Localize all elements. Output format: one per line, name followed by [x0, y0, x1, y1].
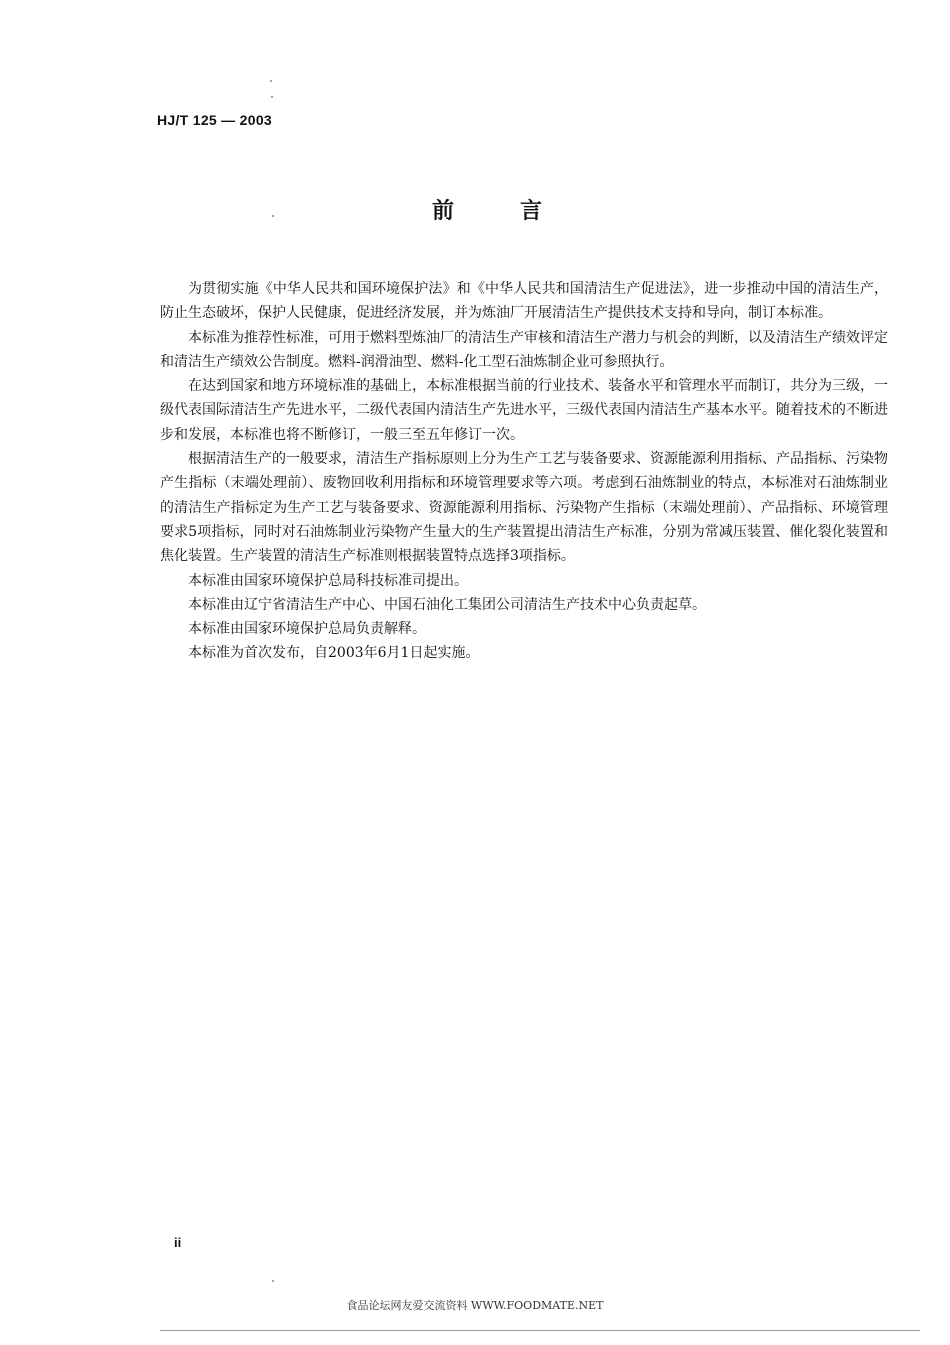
paragraph: 本标准由国家环境保护总局负责解释。	[188, 621, 426, 638]
paragraph: 本标准由国家环境保护总局科技标准司提出。	[188, 572, 468, 589]
paragraph: 在达到国家和地方环境标准的基础上，本标准根据当前的行业技术、装备水平和管理水平而制订，共分为三级，一级代表国际清洁生产先进水平，二级代表国内清洁生产先进水平，三级代表国内清洁生产基本水平。随着技术的不断进步和发展，本标准也将不断修订，一般三至五年修订一次。	[160, 378, 888, 443]
paragraph: 本标准为首次发布，自2003年6月1日起实施。	[188, 645, 480, 662]
page-title: 前言	[431, 199, 608, 224]
preface-body	[160, 277, 888, 666]
bottom-scan-line	[160, 1330, 920, 1331]
standard-code: HJ/T 125 — 2003	[157, 112, 273, 128]
scan-speck	[272, 215, 274, 217]
paragraph: 本标准为推荐性标准，可用于燃料型炼油厂的清洁生产审核和清洁生产潜力与机会的判断，以及清洁生产绩效评定和清洁生产绩效公告制度。燃料-润滑油型、燃料-化工型石油炼制企业可参照执行。	[160, 329, 888, 370]
scan-speck	[271, 96, 273, 98]
paragraph: 根据清洁生产的一般要求，清洁生产指标原则上分为生产工艺与装备要求、资源能源利用指标、产品指标、污染物产生指标（末端处理前）、废物回收利用指标和环境管理要求等六项。考虑到石油炼制业的特点，本标准对石油炼制业的清洁生产指标定为生产工艺与装备要求、资源能源利用指标、污染物产生指标（末端处理前）、产品指标、环境管理要求5项指标，同时对石油炼制业污染物产生量大的生产装置提出清洁生产标准，分别为常减压装置、催化裂化装置和焦化装置。生产装置的清洁生产标准则根据装置特点选择3项指标。	[160, 451, 888, 565]
page-number: ii	[174, 1235, 182, 1250]
paragraph: 本标准由辽宁省清洁生产中心、中国石油化工集团公司清洁生产技术中心负责起草。	[188, 596, 706, 613]
footer-watermark: 食品论坛网友爱交流资料 WWW.FOODMATE.NET	[346, 1299, 604, 1312]
scan-speck	[270, 80, 272, 82]
paragraph: 为贯彻实施《中华人民共和国环境保护法》和《中华人民共和国清洁生产促进法》，进一步推动中国的清洁生产，防止生态破坏，保护人民健康，促进经济发展，并为炼油厂开展清洁生产提供技术支持和导向，制订本标准。	[160, 281, 888, 322]
scan-speck	[272, 1280, 274, 1282]
